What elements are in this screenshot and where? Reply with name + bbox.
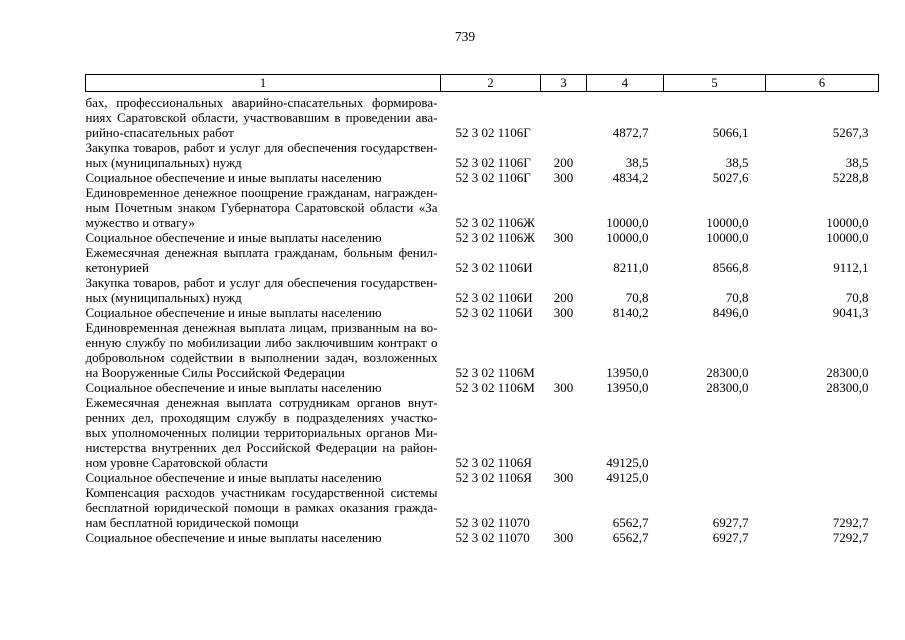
row-expense-type: 300 (553, 530, 574, 545)
table-row (86, 230, 879, 245)
table-row (86, 320, 879, 380)
row-amount: 4834,2 (612, 170, 649, 185)
row-amount: 8211,0 (613, 260, 649, 275)
row-name-line: ном уровне Саратовской области (85, 455, 268, 470)
row-name-line: Социальное обеспечение и иные выплаты населению (85, 230, 382, 245)
row-name-line: мужество и отвагу» (85, 215, 195, 230)
row-name-cell (86, 530, 441, 545)
row-amount (766, 470, 879, 485)
row-target-code: 52 3 02 1106Г (455, 125, 531, 140)
row-amount: 70,8 (725, 290, 749, 305)
row-name-line: нам бесплатной юридической помощи (85, 515, 299, 530)
row-target-code: 52 3 02 1106Я (455, 455, 532, 470)
table-row (86, 530, 879, 545)
row-name-line: добровольном содействии в выполнении задач, возложенных (85, 350, 438, 365)
row-expense-type: 300 (553, 305, 574, 320)
row-expense-type: 300 (553, 170, 574, 185)
row-target-code: 52 3 02 1106М (455, 380, 535, 395)
row-expense-type: 300 (553, 230, 574, 245)
column-header-6: 6 (766, 75, 879, 92)
row-target-code: 52 3 02 11070 (455, 515, 530, 530)
row-name-cell (86, 140, 441, 170)
row-amount: 9041,3 (832, 305, 869, 320)
row-amount: 5027,6 (712, 170, 749, 185)
row-amount: 10000,0 (826, 230, 869, 245)
budget-table (85, 74, 879, 545)
table-header-row (86, 75, 879, 92)
row-name-line: Закупка товаров, работ и услуг для обеспечения государствен- (85, 140, 438, 155)
row-expense-type: 200 (553, 290, 574, 305)
row-name-cell (86, 92, 441, 141)
column-header-4: 4 (587, 75, 664, 92)
row-name-line: Единовременное денежное поощрение гражданам, награжден- (85, 185, 438, 200)
row-amount: 70,8 (845, 290, 869, 305)
row-name-line: ных (муниципальных) нужд (85, 155, 242, 170)
row-name-line: Социальное обеспечение и иные выплаты населению (85, 530, 382, 545)
row-expense-type: 300 (553, 380, 574, 395)
row-expense-type (541, 485, 587, 530)
row-amount: 6562,7 (612, 515, 649, 530)
row-name-line: Закупка товаров, работ и услуг для обеспечения государствен- (85, 275, 438, 290)
row-amount: 10000,0 (826, 215, 869, 230)
row-name-line: Социальное обеспечение и иные выплаты населению (85, 170, 382, 185)
row-amount: 6562,7 (612, 530, 649, 545)
row-amount: 70,8 (625, 290, 649, 305)
row-name-line: ренних дел, проходящим службу в подразделениях участко- (85, 410, 438, 425)
row-amount: 10000,0 (606, 215, 649, 230)
page-number: 739 (454, 29, 476, 44)
row-name-line: ниях Саратовской области, участвовавшим в проведении ава- (85, 110, 438, 125)
row-target-code: 52 3 02 1106Г (455, 155, 531, 170)
row-amount: 5228,8 (832, 170, 869, 185)
row-name-line: нистерства внутренних дел Российской Федерации на район- (85, 440, 438, 455)
row-name-cell (86, 170, 441, 185)
row-name-line: енную службу по мобилизации либо заключившим контракт о (85, 335, 438, 350)
row-amount: 10000,0 (706, 230, 749, 245)
row-target-code: 52 3 02 1106И (455, 290, 533, 305)
row-name-line: Единовременная денежная выплата лицам, призванным на во- (85, 320, 438, 335)
row-target-code: 52 3 02 1106Г (455, 170, 531, 185)
row-amount: 38,5 (625, 155, 649, 170)
row-expense-type (541, 185, 587, 230)
row-amount: 38,5 (845, 155, 869, 170)
row-name-cell (86, 380, 441, 395)
row-amount: 10000,0 (706, 215, 749, 230)
row-amount: 9112,1 (833, 260, 869, 275)
table-body (86, 92, 879, 546)
row-name-line: Ежемесячная денежная выплата гражданам, больным фенил- (85, 245, 438, 260)
row-amount: 8496,0 (712, 305, 749, 320)
row-name-cell (86, 305, 441, 320)
row-name-line: на Вооруженные Силы Российской Федерации (85, 365, 345, 380)
row-expense-type (541, 395, 587, 470)
row-target-code: 52 3 02 1106Ж (455, 215, 535, 230)
row-amount: 7292,7 (832, 530, 869, 545)
row-name-line: бесплатной юридической помощи в рамках оказания гражда- (85, 500, 438, 515)
row-target-code: 52 3 02 1106Ж (455, 230, 535, 245)
row-name-cell (86, 185, 441, 230)
row-expense-type: 300 (553, 470, 574, 485)
row-expense-type (541, 245, 587, 275)
row-amount: 8566,8 (712, 260, 749, 275)
row-expense-type (541, 92, 587, 141)
column-header-2: 2 (441, 75, 541, 92)
row-name-cell (86, 275, 441, 305)
row-amount: 49125,0 (606, 470, 649, 485)
column-header-5: 5 (664, 75, 766, 92)
table-row (86, 140, 879, 170)
row-amount: 6927,7 (712, 530, 749, 545)
row-expense-type (541, 320, 587, 380)
row-name-line: Социальное обеспечение и иные выплаты населению (85, 305, 382, 320)
row-name-line: бах, профессиональных аварийно-спасательных формирова- (85, 95, 438, 110)
row-amount: 5267,3 (832, 125, 869, 140)
row-target-code: 52 3 02 1106М (455, 365, 535, 380)
table-row (86, 305, 879, 320)
row-amount: 28300,0 (706, 365, 749, 380)
row-amount: 28300,0 (826, 380, 869, 395)
row-name-cell (86, 485, 441, 530)
table-row (86, 92, 879, 141)
row-amount: 5066,1 (712, 125, 749, 140)
row-amount (664, 470, 766, 485)
row-name-line: Компенсация расходов участникам государственной системы (85, 485, 438, 500)
row-name-cell (86, 320, 441, 380)
row-name-line: ным Почетным знаком Губернатора Саратовской области «За (85, 200, 438, 215)
table-row (86, 470, 879, 485)
row-amount: 7292,7 (832, 515, 869, 530)
table-row (86, 170, 879, 185)
table-row (86, 395, 879, 470)
table-row (86, 275, 879, 305)
row-target-code: 52 3 02 1106Я (455, 470, 532, 485)
row-amount: 4872,7 (612, 125, 649, 140)
row-amount: 38,5 (725, 155, 749, 170)
row-name-cell (86, 470, 441, 485)
row-amount: 13950,0 (606, 380, 649, 395)
row-name-line: рийно-спасательных работ (85, 125, 234, 140)
column-header-3: 3 (541, 75, 587, 92)
row-name-line: вых уполномоченных полиции территориальных органов Ми- (85, 425, 438, 440)
row-amount: 8140,2 (612, 305, 649, 320)
row-amount: 28300,0 (706, 380, 749, 395)
row-name-line: кетонурией (85, 260, 149, 275)
row-expense-type: 200 (553, 155, 574, 170)
column-header-1: 1 (86, 75, 441, 92)
row-amount: 6927,7 (712, 515, 749, 530)
row-amount: 10000,0 (606, 230, 649, 245)
table-row (86, 245, 879, 275)
row-amount: 49125,0 (606, 455, 649, 470)
row-name-line: Социальное обеспечение и иные выплаты населению (85, 380, 382, 395)
row-target-code: 52 3 02 1106И (455, 305, 533, 320)
row-name-line: Социальное обеспечение и иные выплаты населению (85, 470, 382, 485)
table-row (86, 485, 879, 530)
table-row (86, 380, 879, 395)
row-name-cell (86, 395, 441, 470)
row-target-code: 52 3 02 1106И (455, 260, 533, 275)
row-target-code: 52 3 02 11070 (455, 530, 530, 545)
row-amount (664, 395, 766, 470)
row-name-line: Ежемесячная денежная выплата сотрудникам органов внут- (85, 395, 438, 410)
row-name-cell (86, 245, 441, 275)
row-amount: 13950,0 (606, 365, 649, 380)
row-amount (766, 395, 879, 470)
table-row (86, 185, 879, 230)
row-amount: 28300,0 (826, 365, 869, 380)
row-name-cell (86, 230, 441, 245)
row-name-line: ных (муниципальных) нужд (85, 290, 242, 305)
